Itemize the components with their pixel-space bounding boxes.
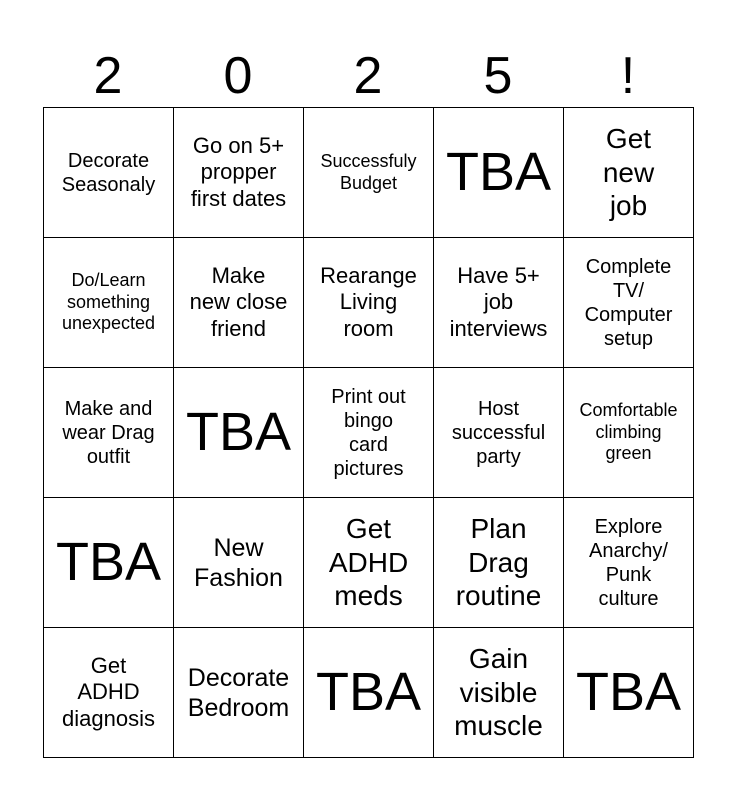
bingo-header xyxy=(43,44,693,108)
bingo-cell[interactable]: Plan Drag routine xyxy=(434,498,564,628)
bingo-cell[interactable]: TBA xyxy=(304,628,434,758)
bingo-cell[interactable]: Gain visible muscle xyxy=(434,628,564,758)
header-letter-3: 2 xyxy=(353,47,383,105)
bingo-row xyxy=(44,368,694,498)
bingo-cell[interactable]: Do/Learn something unexpected xyxy=(44,238,174,368)
bingo-cell[interactable]: TBA xyxy=(174,368,304,498)
bingo-cell[interactable]: Rearange Living room xyxy=(304,238,434,368)
bingo-cell[interactable]: TBA xyxy=(564,628,694,758)
bingo-board xyxy=(43,107,694,758)
bingo-cell[interactable]: TBA xyxy=(44,498,174,628)
bingo-cell[interactable]: Go on 5+ propper first dates xyxy=(174,108,304,238)
bingo-cell[interactable]: Make new close friend xyxy=(174,238,304,368)
bingo-row xyxy=(44,498,694,628)
bingo-cell[interactable]: Complete TV/ Computer setup xyxy=(564,238,694,368)
bingo-cell[interactable]: TBA xyxy=(434,108,564,238)
bingo-cell[interactable]: New Fashion xyxy=(174,498,304,628)
bingo-cell[interactable]: Have 5+ job interviews xyxy=(434,238,564,368)
bingo-cell[interactable]: Make and wear Drag outfit xyxy=(44,368,174,498)
header-letter-2: 0 xyxy=(223,47,253,105)
bingo-cell[interactable]: Decorate Seasonaly xyxy=(44,108,174,238)
bingo-row xyxy=(44,108,694,238)
bingo-row xyxy=(44,628,694,758)
header-letter-1: 2 xyxy=(93,47,123,105)
bingo-cell[interactable]: Get ADHD diagnosis xyxy=(44,628,174,758)
header-letter-5: ! xyxy=(620,47,636,105)
bingo-cell[interactable]: Decorate Bedroom xyxy=(174,628,304,758)
bingo-cell[interactable]: Successfuly Budget xyxy=(304,108,434,238)
bingo-cell[interactable]: Explore Anarchy/ Punk culture xyxy=(564,498,694,628)
bingo-cell[interactable]: Get new job xyxy=(564,108,694,238)
bingo-cell[interactable]: Print out bingo card pictures xyxy=(304,368,434,498)
bingo-cell[interactable]: Comfortable climbing green xyxy=(564,368,694,498)
bingo-row xyxy=(44,238,694,368)
bingo-cell[interactable]: Host successful party xyxy=(434,368,564,498)
header-letter-4: 5 xyxy=(483,47,513,105)
bingo-cell[interactable]: Get ADHD meds xyxy=(304,498,434,628)
